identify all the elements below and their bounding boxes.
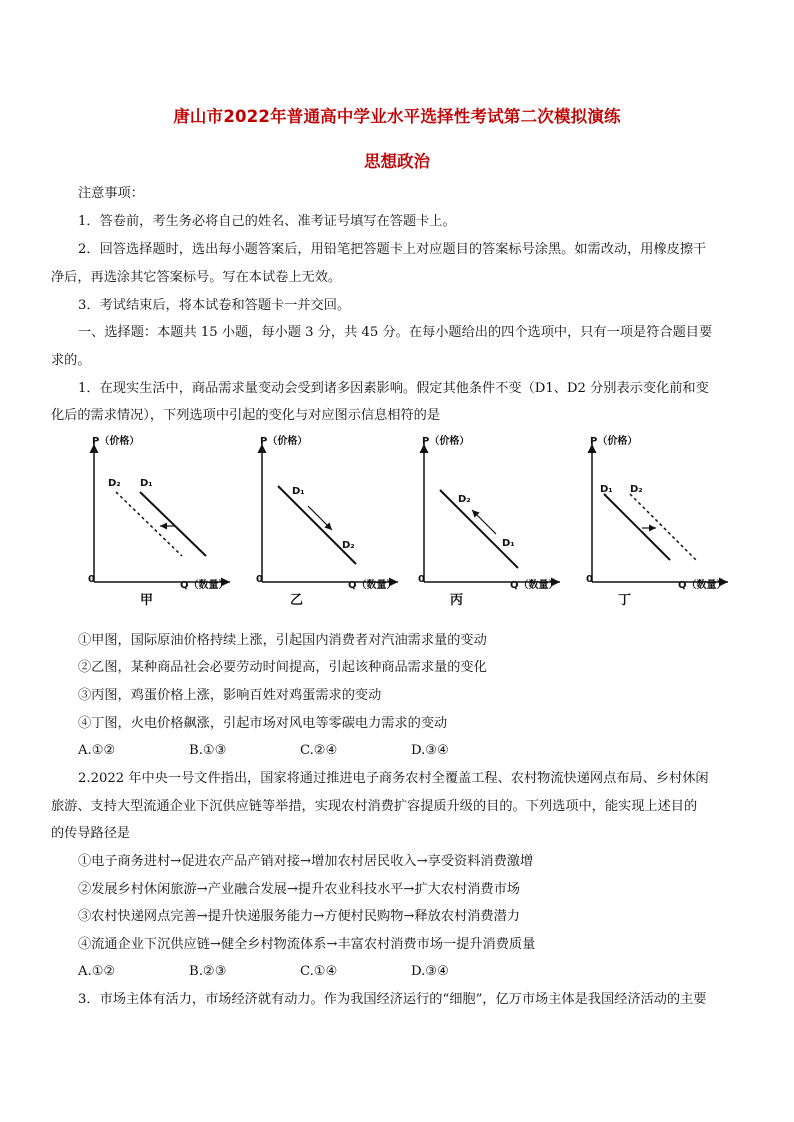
- exam-title: 唐山市2022年普通高中学业水平选择性考试第二次模拟演练: [173, 107, 621, 126]
- demand-curve-d1: [604, 494, 670, 560]
- origin-label: 0: [88, 574, 95, 585]
- demand-graph-ding-svg: [578, 436, 738, 606]
- demand-curve: [278, 486, 356, 564]
- y-axis-label: P（价格）: [422, 436, 470, 447]
- curve-label-d1: D₁: [292, 486, 305, 497]
- graph-caption: 乙: [290, 593, 304, 608]
- movement-arrow: [308, 506, 332, 530]
- curve-label-d2: D₂: [630, 484, 643, 495]
- graph-caption: 丁: [618, 593, 632, 608]
- q2-option-d[interactable]: D.③④: [411, 964, 449, 979]
- q2-item-1: ①电子商务进村→促进农产品产销对接→增加农村居民收入→享受资料消费激增: [78, 854, 534, 869]
- notice-item-2-line-2: 净后，再选涂其它答案标号。写在本试卷上无效。: [51, 270, 342, 285]
- origin-label: 0: [586, 574, 593, 585]
- y-axis-label: P（价格）: [92, 436, 140, 447]
- q1-option-c[interactable]: C.②④: [300, 743, 338, 758]
- graph-caption: 丙: [450, 593, 464, 608]
- q2-stem-line-1: 2.2022 年中央一号文件指出，国家将通过推进电子商务农村全覆盖工程、农村物流快递网点布局、乡村休闲: [78, 771, 709, 786]
- section-heading-line-2: 求的。: [51, 353, 91, 368]
- demand-graph-ding: [578, 436, 738, 606]
- demand-curve-d2: [630, 494, 696, 560]
- demand-graph-bing-svg: [410, 436, 570, 606]
- notice-item-3: 3．考试结束后，将本试卷和答题卡一并交回。: [78, 298, 351, 313]
- q2-item-2: ②发展乡村休闲旅游→产业融合发展→提升农业科技水平→扩大农村消费市场: [78, 882, 520, 897]
- demand-graph-jia: [80, 436, 240, 606]
- q2-item-3: ③农村快递网点完善→提升快递服务能力→方便村民购物→释放农村消费潜力: [78, 909, 520, 924]
- demand-graph-yi-svg: [248, 436, 408, 606]
- q1-option-d[interactable]: D.③④: [411, 743, 449, 758]
- x-axis-label: Q（数量）: [510, 580, 559, 591]
- curve-label-d1: D₁: [502, 538, 515, 549]
- demand-graph-bing: [410, 436, 570, 606]
- q2-option-a[interactable]: A.①②: [78, 964, 116, 979]
- q1-item-4: ④丁图，火电价格飙涨，引起市场对风电等零碳电力需求的变动: [78, 716, 448, 731]
- curve-label-d2: D₂: [458, 494, 471, 505]
- x-axis-label: Q（数量）: [180, 580, 229, 591]
- movement-arrow: [472, 510, 496, 534]
- q1-option-a[interactable]: A.①②: [78, 743, 116, 758]
- graph-caption: 甲: [140, 593, 154, 608]
- section-heading-line-1: 一、选择题：本题共 15 小题，每小题 3 分，共 45 分。在每小题给出的四个选项中，只有一项是符合题目要: [78, 325, 713, 340]
- q1-item-3: ③丙图，鸡蛋价格上涨，影响百姓对鸡蛋需求的变动: [78, 688, 382, 703]
- q1-stem-line-2: 化后的需求情况），下列选项中引起的变化与对应图示信息相符的是: [51, 408, 441, 423]
- q2-option-c[interactable]: C.①④: [300, 964, 338, 979]
- notice-heading: 注意事项：: [78, 186, 144, 201]
- notice-item-2-line-1: 2．回答选择题时，选出每小题答案后，用铅笔把答题卡上对应题目的答案标号涂黑。如需改动，用橡皮擦干: [78, 242, 707, 257]
- q1-item-2: ②乙图，某种商品社会必要劳动时间提高，引起该种商品需求量的变化: [78, 660, 487, 675]
- q2-stem-line-3: 的传导路径是: [51, 826, 131, 841]
- curve-label-d1: D₁: [600, 484, 613, 495]
- curve-label-d1: D₁: [140, 478, 153, 489]
- demand-curve: [440, 490, 518, 568]
- subject-title: 思想政治: [364, 152, 430, 171]
- q2-option-b[interactable]: B.②③: [189, 964, 227, 979]
- q1-option-b[interactable]: B.①③: [189, 743, 227, 758]
- x-axis-label: Q（数量）: [678, 580, 727, 591]
- y-axis-label: P（价格）: [590, 436, 638, 447]
- curve-label-d2: D₂: [342, 540, 355, 551]
- origin-label: 0: [256, 574, 263, 585]
- q3-stem-line-1: 3．市场主体有活力，市场经济就有动力。作为我国经济运行的“细胞”，亿万市场主体是我国经济活动的主要: [78, 992, 707, 1007]
- q2-stem-line-2: 旅游、支持大型流通企业下沉供应链等举措，实现农村消费扩容提质升级的目的。下列选项中，能实现上述目的: [51, 799, 698, 814]
- q1-stem-line-1: 1．在现实生活中，商品需求量变动会受到诸多因素影响。假定其他条件不变（D1、D2 分别表示变化前和变: [78, 381, 709, 396]
- demand-graph-jia-svg: [80, 436, 240, 606]
- x-axis-label: Q（数量）: [348, 580, 397, 591]
- y-axis-label: P（价格）: [260, 436, 308, 447]
- origin-label: 0: [418, 574, 425, 585]
- notice-item-1: 1．答卷前，考生务必将自己的姓名、准考证号填写在答题卡上。: [78, 214, 456, 229]
- demand-graph-yi: [248, 436, 408, 606]
- q2-item-4: ④流通企业下沉供应链→健全乡村物流体系→丰富农村消费市场一提升消费质量: [78, 937, 536, 952]
- q1-item-1: ①甲图，国际原油价格持续上涨，引起国内消费者对汽油需求量的变动: [78, 633, 487, 648]
- curve-label-d2: D₂: [108, 478, 121, 489]
